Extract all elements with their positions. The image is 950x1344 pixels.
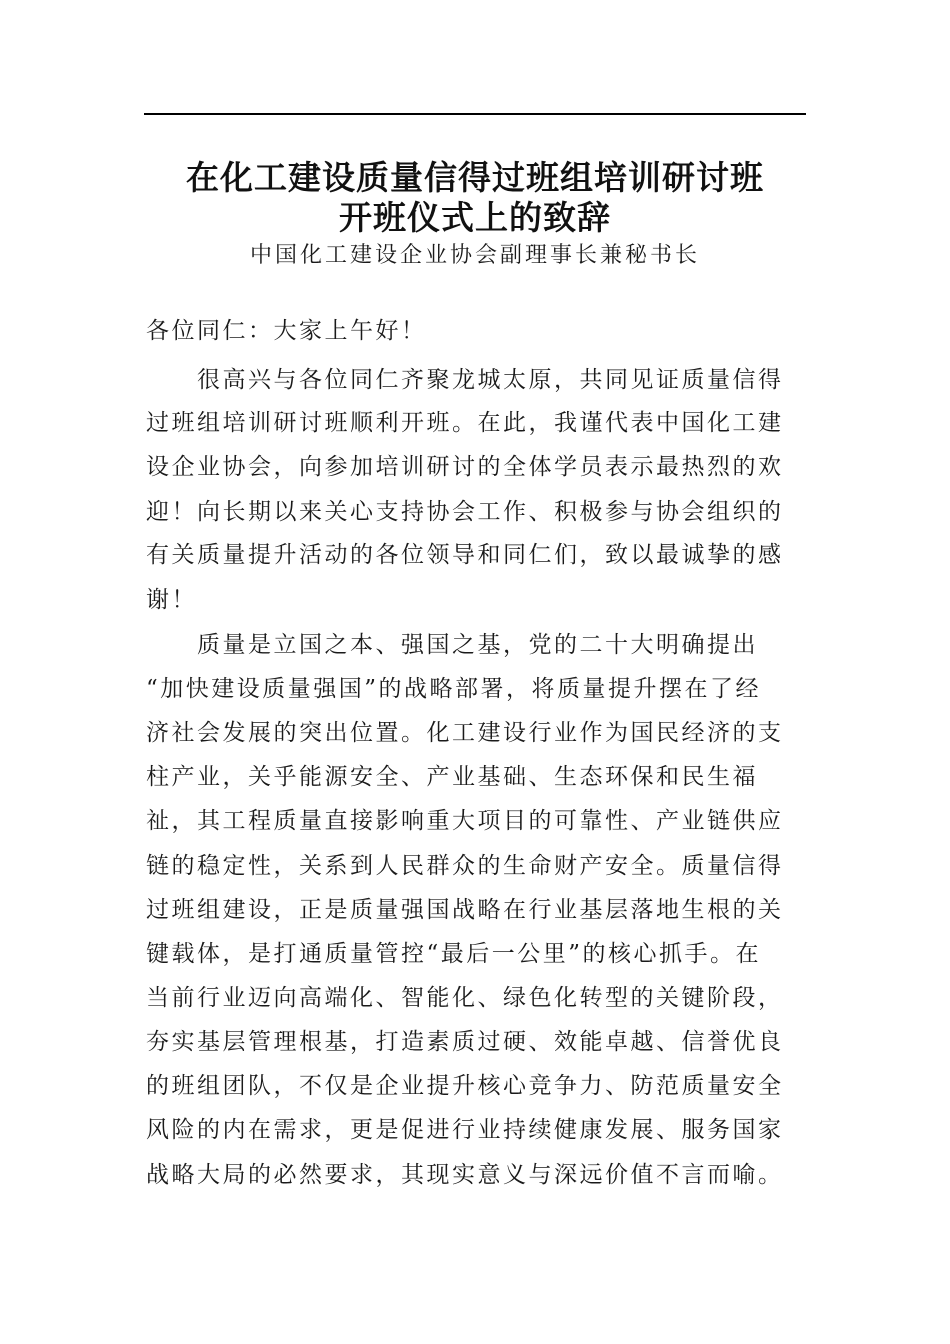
paragraph-2-line: 质量是立国之本、强国之基，党的二十大明确提出: [197, 632, 758, 658]
paragraph-1-line: 很高兴与各位同仁齐聚龙城太原，共同见证质量信得: [197, 367, 784, 393]
paragraph-2-line: 夯实基层管理根基，打造素质过硬、效能卓越、信誉优良: [146, 1029, 784, 1055]
paragraph-2-line: 柱产业，关乎能源安全、产业基础、生态环保和民生福: [146, 764, 758, 790]
paragraph-1-line: 过班组培训研讨班顺利开班。在此，我谨代表中国化工建: [146, 410, 784, 436]
document-title-line-2: 开班仪式上的致辞: [339, 198, 611, 237]
paragraph-2-line: 链的稳定性，关系到人民群众的生命财产安全。质量信得: [146, 853, 784, 879]
paragraph-2-line: 键载体，是打通质量管控“最后一公里”的核心抓手。在: [146, 941, 762, 967]
paragraph-2-line: 风险的内在需求，更是促进行业持续健康发展、服务国家: [146, 1117, 784, 1143]
paragraph-1-line: 有关质量提升活动的各位领导和同仁们，致以最诚挚的感: [146, 542, 784, 568]
header-rule: [144, 113, 806, 115]
paragraph-1-line: 谢！: [146, 587, 197, 613]
paragraph-2-line: 过班组建设，正是质量强国战略在行业基层落地生根的关: [146, 897, 784, 923]
paragraph-2-line: 济社会发展的突出位置。化工建设行业作为国民经济的支: [146, 720, 784, 746]
paragraph-2-line: 的班组团队，不仅是企业提升核心竞争力、防范质量安全: [146, 1073, 784, 1099]
speaker-line: 中国化工建设企业协会副理事长兼秘书长: [249, 243, 700, 268]
greeting: 各位同仁：大家上午好！: [146, 318, 427, 344]
paragraph-2-line: 战略大局的必然要求，其现实意义与深远价值不言而喻。: [146, 1162, 784, 1188]
paragraph-2-line: 当前行业迈向高端化、智能化、绿色化转型的关键阶段，: [146, 985, 784, 1011]
paragraph-2-line: “加快建设质量强国”的战略部署，将质量提升摆在了经: [146, 676, 762, 702]
paragraph-1-line: 迎！向长期以来关心支持协会工作、积极参与协会组织的: [146, 499, 784, 525]
paragraph-2-line: 祉，其工程质量直接影响重大项目的可靠性、产业链供应: [146, 808, 784, 834]
paragraph-1-line: 设企业协会，向参加培训研讨的全体学员表示最热烈的欢: [146, 454, 784, 480]
document-title-line-1: 在化工建设质量信得过班组培训研讨班: [186, 158, 764, 197]
